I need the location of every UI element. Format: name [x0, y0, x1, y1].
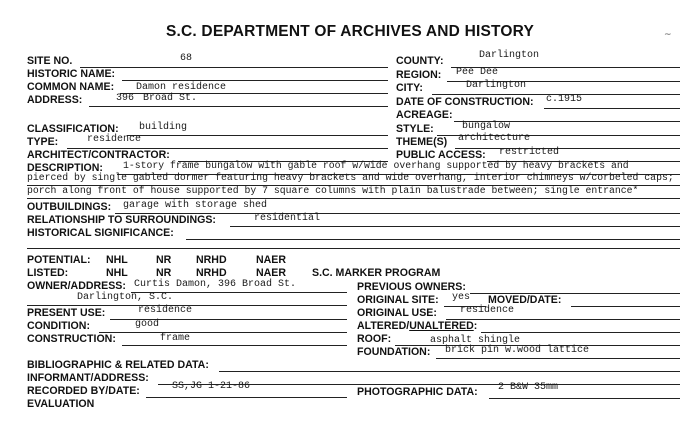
informant-label: INFORMANT/ADDRESS: [27, 372, 149, 384]
present-use-label: PRESENT USE: [27, 307, 106, 319]
original-use-value: residence [460, 305, 515, 316]
site-no-line [80, 67, 388, 68]
architect-label: ARCHITECT/CONTRACTOR: [27, 149, 170, 161]
construction-value: frame [160, 333, 191, 344]
description-text-3: porch along front of house supported by 7 square columns with plain balustrade between; single entrance* [27, 185, 639, 196]
historical-significance-label: HISTORICAL SIGNIFICANCE: [27, 227, 174, 239]
recorded-by-label: RECORDED BY/DATE: [27, 385, 140, 397]
site-no-label: SITE NO. [27, 55, 73, 67]
construction-label: CONSTRUCTION: [27, 333, 116, 345]
style-label: STYLE: [396, 123, 434, 135]
recorded-by-value: SS,JG 1-21-86 [172, 381, 251, 392]
classification-label: CLASSIFICATION: [27, 123, 119, 135]
historic-name-line [122, 80, 388, 81]
historic-name-label: HISTORIC NAME: [27, 68, 116, 80]
evaluation-label: EVALUATION [27, 398, 95, 410]
listed-nhl: NHL [106, 267, 128, 279]
roof-value: asphalt shingle [430, 335, 521, 346]
themes-label: THEME(S) [396, 136, 448, 148]
description-text-1: 1-story frame bungalow with gable roof w/wide overhang supported by heavy brackets and [123, 160, 629, 171]
potential-nhl: NHL [106, 254, 128, 266]
potential-nrhd: NRHD [196, 254, 227, 266]
construction-line [122, 345, 347, 346]
bibliographic-label: BIBLIOGRAPHIC & RELATED DATA: [27, 359, 209, 371]
classification-value: building [139, 122, 188, 133]
potential-label: POTENTIAL: [27, 254, 91, 266]
foundation-line [436, 358, 680, 359]
description-line-3 [27, 198, 680, 199]
section-divider [27, 248, 680, 249]
outbuildings-label: OUTBUILDINGS: [27, 201, 112, 213]
description-text-2: pierced by single gabled dormer featuring heavy brackets and wide overhang, interior chimneys w/corbeled caps; [27, 172, 674, 183]
altered-line [481, 332, 680, 333]
relationship-label: RELATIONSHIP TO SURROUNDINGS: [27, 214, 216, 226]
original-use-line [446, 319, 680, 320]
city-label: CITY: [396, 82, 423, 94]
potential-nr: NR [156, 254, 172, 266]
county-value: Darlington [479, 50, 540, 61]
photographic-label: PHOTOGRAPHIC DATA: [357, 386, 478, 398]
altered-word: ALTERED/ [357, 320, 410, 332]
condition-value: good [135, 319, 160, 330]
listed-nrhd: NRHD [196, 267, 227, 279]
form-title: S.C. DEPARTMENT OF ARCHIVES AND HISTORY [165, 23, 535, 40]
region-value: Pee Dee [456, 67, 499, 78]
owner-address-label: OWNER/ADDRESS: [27, 280, 126, 292]
foundation-value: brick pin w.wood lattice [445, 345, 590, 356]
original-site-value: yes [452, 292, 471, 303]
condition-line [99, 332, 347, 333]
public-access-label: PUBLIC ACCESS: [396, 149, 486, 161]
bibliographic-line [219, 371, 680, 372]
county-label: COUNTY: [396, 55, 444, 67]
owner-address-value-1: Curtis Damon, 396 Broad St. [134, 279, 297, 290]
listed-label: LISTED: [27, 267, 69, 279]
type-label: TYPE: [27, 136, 59, 148]
moved-date-line [571, 306, 680, 307]
photographic-line [489, 398, 680, 399]
altered-label [357, 320, 477, 332]
address-line [89, 106, 388, 107]
condition-label: CONDITION: [27, 320, 90, 332]
present-use-value: residence [138, 305, 193, 316]
relationship-line [230, 226, 680, 227]
listed-nr: NR [156, 267, 172, 279]
themes-value: architecture [458, 133, 531, 144]
previous-owners-label: PREVIOUS OWNERS: [357, 281, 466, 293]
roof-label: ROOF: [357, 333, 392, 345]
style-value: bungalow [462, 121, 511, 132]
relationship-value: residential [254, 213, 321, 224]
date-construction-value: c.1915 [546, 94, 583, 105]
themes-line [455, 148, 680, 149]
altered-colon: : [473, 320, 478, 332]
description-label: DESCRIPTION: [27, 162, 103, 174]
acreage-label: ACREAGE: [396, 109, 453, 121]
corner-mark: ~ [664, 30, 672, 40]
common-name-label: COMMON NAME: [27, 81, 115, 93]
region-label: REGION: [396, 69, 442, 81]
potential-naer: NAER [256, 254, 287, 266]
common-name-value: Damon residence [136, 82, 227, 93]
city-value: Darlington [466, 80, 527, 91]
unaltered-word: UNALTERED [409, 320, 474, 332]
address-label: ADDRESS: [27, 94, 83, 106]
site-no-value: 68 [180, 53, 193, 64]
foundation-label: FOUNDATION: [357, 346, 431, 358]
original-use-label: ORIGINAL USE: [357, 307, 437, 319]
classification-line [127, 135, 388, 136]
outbuildings-value: garage with storage shed [123, 200, 268, 211]
address-number: 396 [116, 93, 135, 104]
original-site-label: ORIGINAL SITE: [357, 294, 439, 306]
recorded-by-line [146, 397, 347, 398]
listed-naer: NAER [256, 267, 287, 279]
photographic-value: 2 B&W 35mm [498, 382, 559, 393]
address-street: Broad St. [143, 93, 198, 104]
moved-date-label: MOVED/DATE: [488, 294, 562, 306]
type-value: residence [87, 134, 142, 145]
date-construction-line [544, 108, 680, 109]
marker-program-label: S.C. MARKER PROGRAM [312, 267, 441, 279]
owner-address-value-2: Darlington, S.C. [77, 292, 174, 303]
public-access-value: restricted [499, 147, 560, 158]
date-construction-label: DATE OF CONSTRUCTION: [396, 96, 534, 108]
historical-significance-line [186, 239, 680, 240]
